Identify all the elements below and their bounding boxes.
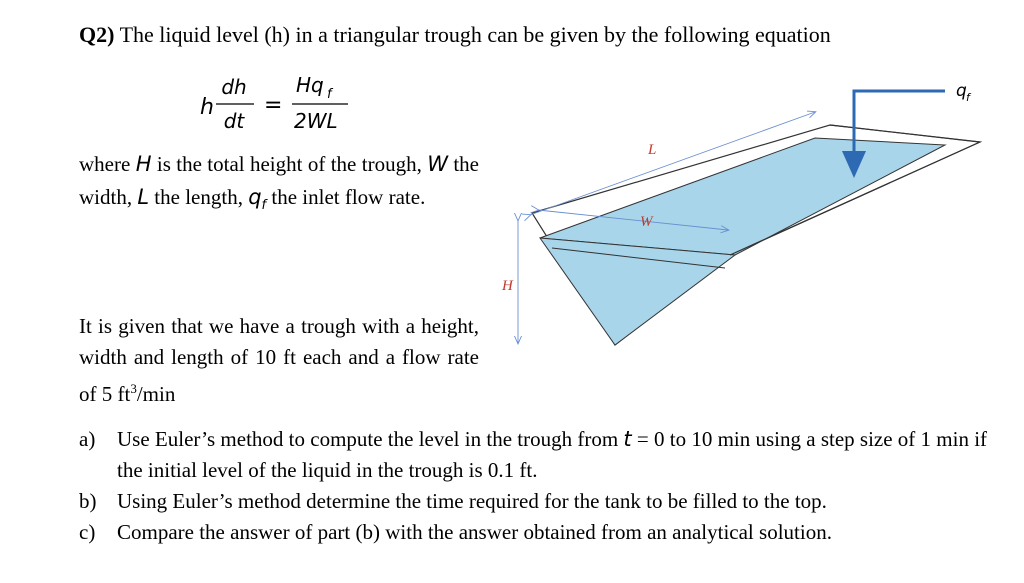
liquid-front — [540, 238, 735, 345]
label-H: H — [502, 278, 513, 294]
def-text-4: the length, — [149, 185, 249, 209]
eq-rhs-num-sub: f — [327, 87, 332, 102]
given-paragraph — [79, 311, 479, 410]
part-c-label: c) — [79, 520, 96, 544]
governing-equation — [200, 70, 360, 140]
eq-rhs-num: Hq — [296, 73, 324, 97]
def-var-q-sub: f — [261, 198, 267, 214]
part-a-label: a) — [79, 427, 96, 451]
question-title-text: The liquid level (h) in a triangular trough can be given by the following equation — [119, 22, 831, 47]
label-q: q — [956, 81, 967, 101]
label-L: L — [648, 142, 657, 158]
def-text-1: where — [79, 152, 136, 176]
part-c-text: Compare the answer of part (b) with the answer obtained from an analytical solution. — [117, 520, 832, 544]
given-sup: 3 — [130, 381, 137, 396]
part-b-text: Using Euler’s method determine the time required for the tank to be filled to the top. — [117, 489, 827, 513]
part-a-text — [117, 424, 1009, 486]
question-number: Q2) — [79, 22, 115, 47]
part-a-text-post: = 0 to 10 min using a step size of 1 min if the initial level of the liquid in the trough is 0.1 ft. — [117, 427, 988, 482]
trough-figure — [490, 70, 1024, 360]
part-b-label: b) — [79, 489, 97, 513]
eq-lhs-num: dh — [221, 75, 247, 99]
given-text: It is given that we have a trough with a height, width and length of 10 ft each and a flow rate of 5 ft — [79, 314, 479, 406]
eq-equals: = — [264, 93, 283, 118]
eq-lhs-den: dt — [223, 109, 245, 133]
def-var-W: W — [427, 152, 448, 176]
part-b — [79, 486, 1009, 517]
part-a-text-pre: Use Euler’s method to compute the level in the trough from — [117, 427, 624, 451]
label-q-sub: f — [966, 91, 970, 104]
part-a-var-t: t — [623, 427, 632, 451]
question-title — [79, 22, 831, 48]
eq-rhs-den: 2WL — [294, 109, 338, 133]
def-var-L: L — [137, 185, 150, 209]
question-parts — [79, 424, 1009, 548]
def-text-2: is the total height of the trough, — [151, 152, 428, 176]
def-text-3: the width, — [79, 152, 480, 209]
def-var-q: q — [248, 185, 262, 209]
def-text-5: the inlet flow rate. — [266, 185, 426, 209]
def-var-H: H — [135, 152, 152, 176]
definitions-paragraph — [79, 148, 479, 222]
eq-lhs-var: h — [200, 95, 214, 120]
label-W: W — [640, 214, 653, 230]
part-c — [79, 517, 1009, 548]
part-a — [79, 424, 1009, 486]
given-tail: /min — [136, 382, 176, 406]
